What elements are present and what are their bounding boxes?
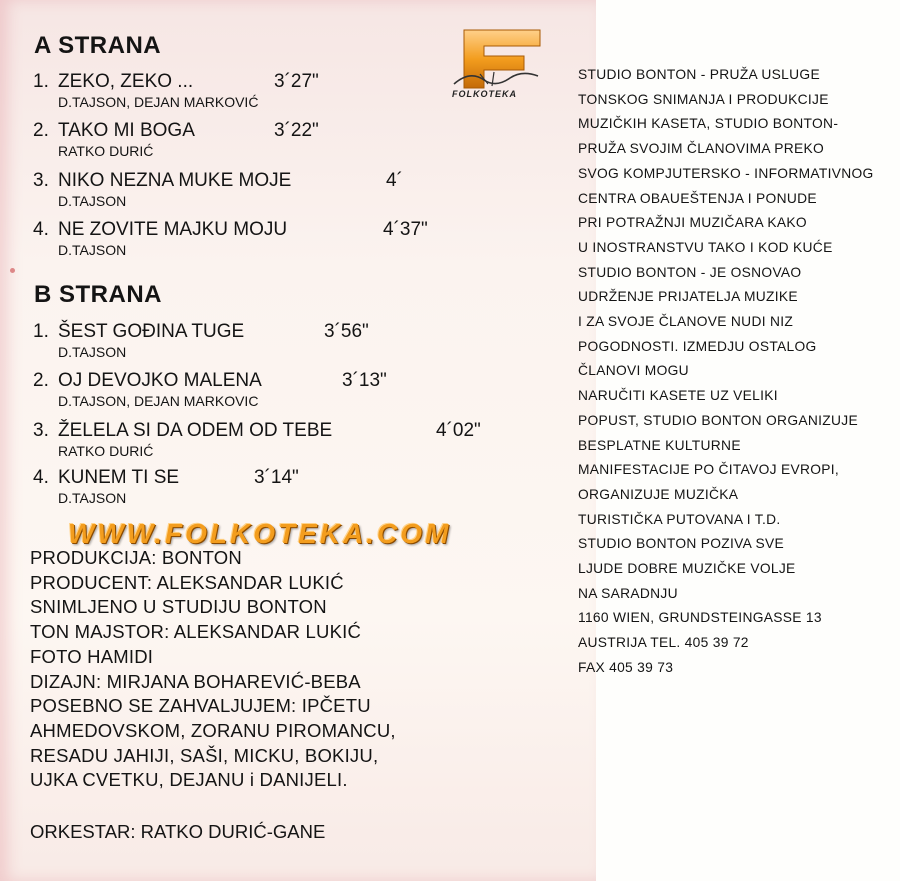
track-author: RATKO DURIĆ [58,143,154,159]
credit-line: PRODUCENT: ALEKSANDAR LUKIĆ [30,571,344,593]
credits-block [30,546,570,793]
track-title: TAKO MI BOGA [58,120,195,141]
info-line: PRUŽA SVOJIM ČLANOVIMA PREKO [578,141,825,157]
info-line: ČLANOVI MOGU [578,363,689,379]
track-title: OJ DEVOJKO MALENA [58,370,262,391]
track-title: KUNEM TI SE [58,467,180,488]
track-author: RATKO DURIĆ [58,443,154,459]
track-b1 [33,320,513,360]
print-speck [10,268,15,273]
track-b4 [33,466,513,506]
track-title: ŽELELA SI DA ODEM OD TEBE [58,420,333,441]
track-duration: 3´22" [274,120,319,141]
info-line: I ZA SVOJE ČLANOVE NUDI NIZ [578,314,794,330]
track-duration: 3´56" [324,321,369,342]
info-line: PRI POTRAŽNJI MUZIČARA KAKO [578,215,807,231]
info-line: SVOG KOMPJUTERSKO - INFORMATIVNOG [578,165,874,181]
track-title: NIKO NEZNA MUKE MOJE [58,170,292,191]
track-author: D.TAJSON, DEJAN MARKOVIC [58,393,259,409]
info-line: CENTRA OBAUEŠTENJA I PONUDE [578,190,817,206]
track-duration: 3´13" [342,370,387,391]
website-watermark: WWW.FOLKOTEKA.COM [68,518,452,549]
info-line: NA SARADNJU [578,585,678,601]
track-a1 [33,70,513,110]
info-line: AUSTRIJA TEL. 405 39 72 [578,635,749,651]
credit-line: PRODUKCIJA: BONTON [30,547,242,568]
info-line: MANIFESTACIJE PO ČITAVOJ EVROPI, [578,462,840,478]
track-duration: 3´14" [254,467,299,488]
info-line: NARUČITI KASETE UZ VELIKI [578,388,778,404]
track-number: 3. [33,170,49,191]
track-a4 [33,218,513,258]
track-author: D.TAJSON [58,344,127,360]
credit-line: RESADU JAHIJI, SAŠI, MICKU, BOKIJU, [30,744,379,766]
logo-text: FOLKOTEKA [452,89,517,99]
info-line: TURISTIČKA PUTOVANA I T.D. [578,511,781,527]
credit-line: TON MAJSTOR: ALEKSANDAR LUKIĆ [30,621,362,643]
track-title: NE ZOVITE MAJKU MOJU [58,219,288,240]
info-line: POPUST, STUDIO BONTON ORGANIZUJE [578,412,858,428]
track-duration: 3´27" [274,71,319,92]
info-line: U INOSTRANSTVU TAKO I KOD KUĆE [578,239,833,255]
track-author: D.TAJSON [58,193,127,209]
credit-line: SNIMLJENO U STUDIJU BONTON [30,596,327,618]
track-b3 [33,419,513,459]
info-line: FAX 405 39 73 [578,659,674,675]
track-number: 3. [33,420,49,441]
info-line: TONSKOG SNIMANJA I PRODUKCIJE [578,91,829,107]
info-line: 1160 WIEN, GRUNDSTEINGASSE 13 [578,610,822,626]
track-author: D.TAJSON, DEJAN MARKOVIĆ [58,94,259,110]
track-title: ŠEST GOĐINA TUGE [58,321,245,342]
track-number: 1. [33,71,49,92]
credit-line: FOTO HAMIDI [30,645,154,667]
info-line: MUZIČKIH KASETA, STUDIO BONTON- [578,116,839,132]
track-number: 4. [33,219,49,240]
track-number: 4. [33,467,49,488]
credit-line: AHMEDOVSKOM, ZORANU PIROMANCU, [30,719,396,741]
info-line: ORGANIZUJE MUZIČKA [578,486,739,502]
track-a2 [33,119,513,159]
side-b-title: B STRANA [34,281,162,308]
info-line: LJUDE DOBRE MUZIČKE VOLJE [578,561,796,577]
studio-info-block [578,63,888,681]
info-line: POGODNOSTI. IZMEDJU OSTALOG [578,338,817,354]
info-line: UDRŽENJE PRIJATELJA MUZIKE [578,289,798,305]
info-line: BESPLATNE KULTURNE [578,437,741,453]
orkestar-credit: ORKESTAR: RATKO DURIĆ-GANE [30,821,326,842]
info-line: STUDIO BONTON - JE OSNOVAO [578,264,802,280]
track-title: ZEKO, ZEKO ... [58,71,194,92]
info-line: STUDIO BONTON POZIVA SVE [578,536,785,552]
track-duration: 4´ [386,170,403,191]
track-duration: 4´02" [436,420,481,441]
track-a3 [33,169,513,209]
credit-line: POSEBNO SE ZAHVALJUJEM: IPČETU [30,695,371,717]
track-author: D.TAJSON [58,242,127,258]
side-a-title: A STRANA [34,32,162,59]
track-duration: 4´37" [383,219,428,240]
track-number: 2. [33,370,49,391]
info-line: STUDIO BONTON - PRUŽA USLUGE [578,67,820,82]
track-number: 2. [33,120,49,141]
credit-line: UJKA CVETKU, DEJANU i DANIJELI. [30,769,348,791]
track-b2 [33,369,513,409]
track-author: D.TAJSON [58,490,127,506]
track-number: 1. [33,321,49,342]
credit-line: DIZAJN: MIRJANA BOHAREVIĆ-BEBA [30,670,361,692]
